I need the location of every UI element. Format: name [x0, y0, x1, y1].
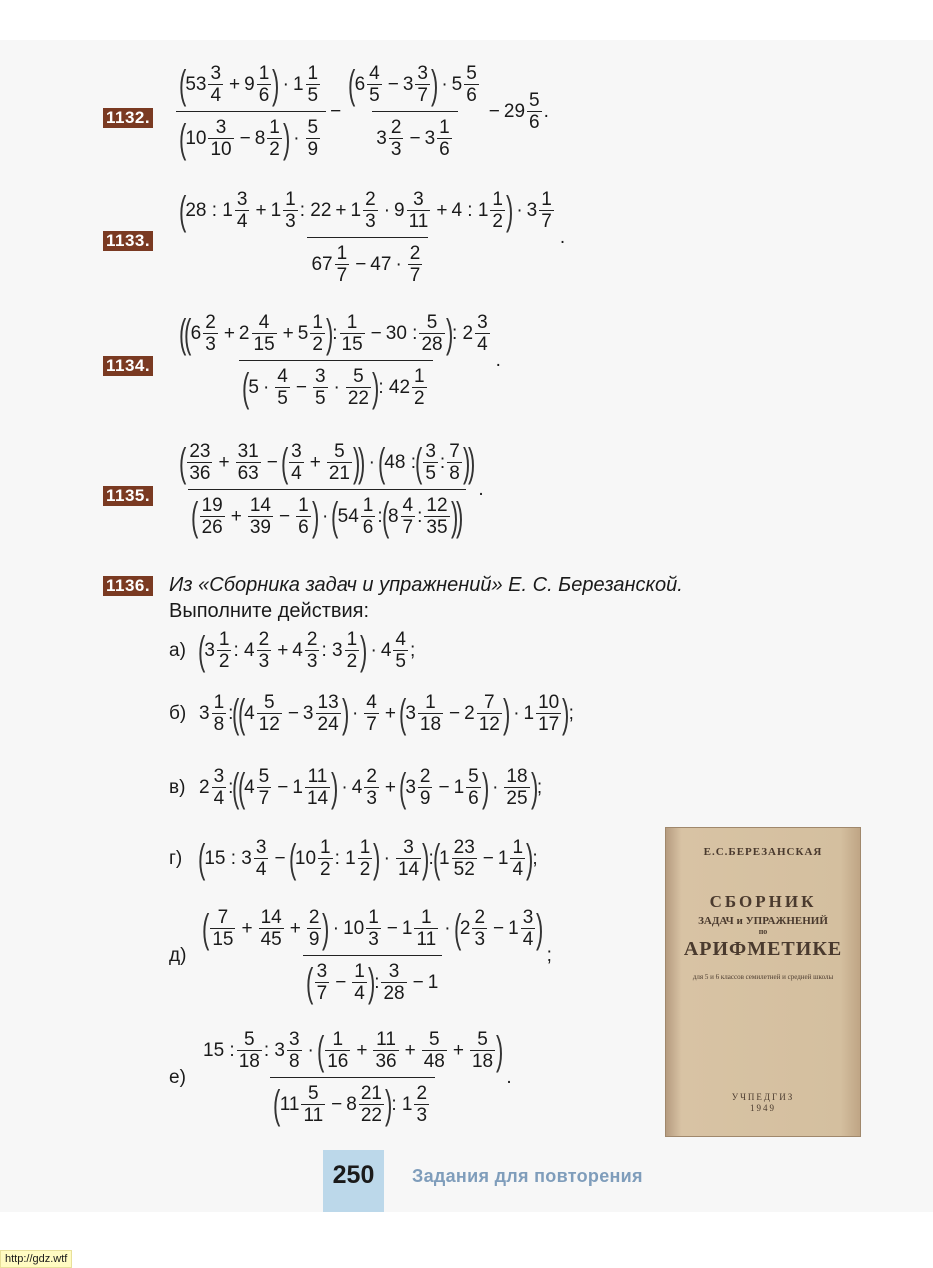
label-b: б) — [169, 703, 187, 724]
expression-1136-g: г) ( 15 : 3 3 4 − ( 10 1 2 : 1 1 2 ) · 3 14 ) : ( 1 23 52 − 1 $\frac{1}{4}$ ) ; — [169, 836, 538, 881]
expression-1136-a: а) ( 3 1 2 : 4 2 3 + 4 $\frac{2}{3}$ : 3 1 2 ) · 4 4 5 ; — [169, 628, 416, 673]
chapter-title: Задания для повторения — [412, 1166, 643, 1186]
problem-number-1135: 1135. — [103, 486, 153, 506]
label-e: е) — [169, 1067, 186, 1088]
expression-1133: ( 28 : 1 3 4 + 1 $\frac{1}{3}$ : 22 + 1 $\frac{2}{3}$ · 9 3 11 + 4 : 1 $\frac{1}{2}$ ) · 3 1 7 67 1 7 − 47 · 2 7 . — [178, 188, 566, 286]
problem-number-1136: 1136. — [103, 576, 153, 596]
book-author: Е.С.БЕРЕЗАНСКАЯ — [703, 846, 823, 858]
book-title-line4: АРИФМЕТИКЕ — [683, 938, 843, 960]
book-title-line1: СБОРНИК — [709, 892, 817, 911]
book-publisher: УЧПЕДГИЗ — [731, 1092, 795, 1102]
label-g: г) — [169, 848, 183, 869]
problem-number-1132: 1132. — [103, 108, 153, 128]
expression-1135: ( 23 36 + $\frac{31}{63}$ − ( 3 4 + $\frac{5}{21}$ ) ) · ( 48 : ( 3 5 : 7 8 ) ) ( 19 26 + $\frac{14}{39}$ − $\frac{1}{6}$ ) · ( 54 1 6 : ( 8 4 7 : 12 35 ) ) . — [178, 440, 484, 539]
expression-1136-d: д) ( 7 15 + $\frac{14}{45}$ + $\frac{2}{9}$ ) · 10 1 3 − 1 $\frac{1}{11}$ · ( 2 2 3 − 1 $\frac{3}{4}$ ) ( 3 7 − $\frac{1}{4}$ ) : 3 28 − 1 ; — [169, 906, 552, 1005]
problem-number-1133: 1133. — [103, 231, 153, 251]
book-title-line3: по — [758, 927, 768, 936]
expression-1136-v: в) 2 3 4 : ( ( 4 5 7 − 1 $\frac{11}{14}$ ) · 4 2 3 + ( 3 2 9 − 1 $\frac{5}{6}$ ) · 18 25 ) ; — [169, 765, 543, 810]
problem-1136-subtitle: Выполните действия: — [169, 600, 370, 622]
expression-1132: ( 53 3 4 + 9 $\frac{1}{6}$ ) · 1 1 5 ( 10 3 10 − 8 $\frac{1}{2}$ ) · 5 9 − ( 6 4 5 − 3 $\frac{3}{7}$ ) · 5 5 6 3 2 3 − 3 $\frac{1}{6}$ − 29 $\frac{5}{6}$ . — [176, 64, 549, 159]
label-v: в) — [169, 777, 186, 798]
expression-1136-e: е) 15 : 5 18 : 3 3 8 · ( 1 16 + $\frac{11}{36}$ + $\frac{5}{48}$ + $\frac{5}{18}$ ) ( 11 5 11 − 8 $\frac{21}{22}$ ) : 1 2 3 . — [169, 1028, 512, 1127]
label-a: а) — [169, 640, 186, 661]
expression-1136-b: б) 3 1 8 : ( ( 4 5 12 − 3 $\frac{13}{24}$ ) · 4 7 + ( 3 1 18 − 2 $\frac{7}{12}$ ) · 1 10 17 ) ; — [169, 691, 574, 736]
book-cover-image — [666, 828, 860, 1136]
book-year: 1949 — [750, 1103, 776, 1113]
problem-number-1134: 1134. — [103, 356, 153, 376]
expression-1134: ( ( 6 2 3 + 2 $\frac{4}{15}$ + 5 $\frac{1}{2}$ ) : 1 15 − 30 : $\frac{5}{28}$ ) : 2 3 4 ( 5 · 4 5 − $\frac{3}{5}$ · 5 22 ) : 42 1 2 . — [178, 311, 501, 410]
label-d: д) — [169, 945, 187, 966]
book-subtitle: для 5 и 6 классов семилетней и средней школы — [692, 973, 834, 981]
problem-1136-title: Из «Сборника задач и упражнений» Е. С. Березанской. — [169, 574, 683, 596]
book-title-line2: ЗАДАЧ и УПРАЖНЕНИЙ — [698, 915, 828, 927]
watermark-link[interactable]: http://gdz.wtf — [0, 1250, 72, 1268]
page-number: 250 — [323, 1150, 384, 1212]
